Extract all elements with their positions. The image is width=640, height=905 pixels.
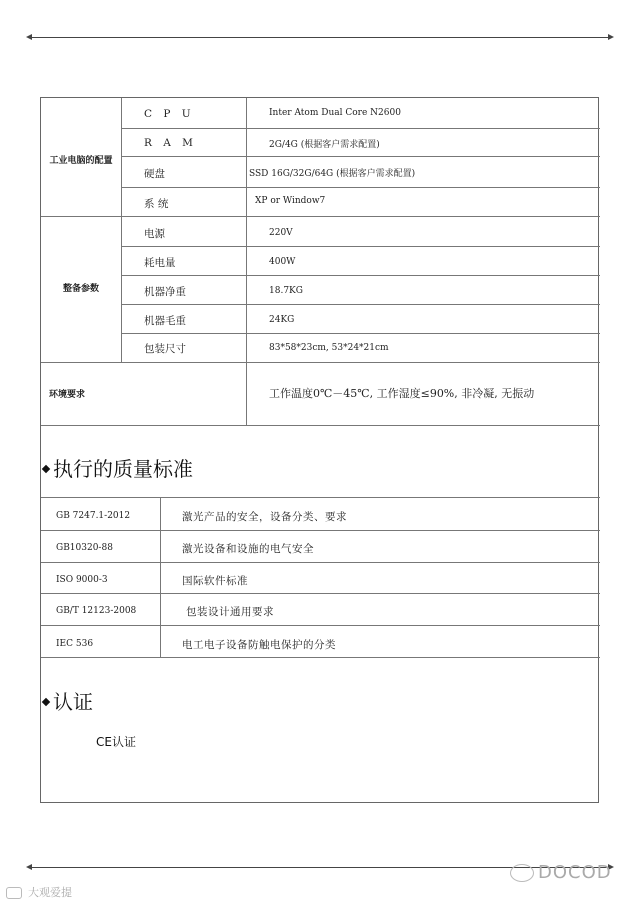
config-value-ram: 2G/4G (根据客户需求配置) (269, 140, 380, 150)
environment-value: 工作温度0℃－45℃, 工作湿度≤90%, 非冷凝, 无振动 (269, 387, 535, 400)
config-param-cpu: C P U (144, 108, 195, 120)
machine-value-gross-weight: 24KG (269, 315, 295, 325)
standard-code: IEC 536 (56, 639, 94, 649)
certification-item: CE认证 (96, 735, 136, 749)
config-value-cpu: Inter Atom Dual Core N2600 (269, 108, 401, 118)
machine-param-power: 电源 (144, 228, 165, 240)
standards-divider (160, 497, 161, 657)
config-value-os: XP or Window7 (255, 196, 326, 206)
spec-document-frame (40, 97, 599, 803)
machine-value-package-size: 83*58*23cm, 53*24*21cm (269, 343, 389, 353)
row-line (121, 128, 600, 129)
standard-code: GB/T 12123-2008 (56, 606, 137, 616)
table-row-line (41, 530, 600, 531)
table-row-line (41, 562, 600, 563)
standard-desc: 激光产品的安全，设备分类、要求 (182, 511, 347, 523)
watermark-right (510, 862, 612, 883)
quality-heading-text: 执行的质量标准 (53, 457, 193, 481)
config-value-disk: SSD 16G/32G/64G (根据客户需求配置) (249, 169, 416, 179)
param-divider (246, 98, 247, 362)
standard-desc: 电工电子设备防触电保护的分类 (182, 639, 336, 651)
row-line (121, 246, 600, 247)
machine-param-net-weight: 机器净重 (144, 286, 186, 298)
config-category-label: 工业电脑的配置 (49, 156, 113, 166)
row-line (121, 333, 600, 334)
row-line (121, 304, 600, 305)
certification-heading (43, 686, 93, 715)
environment-label: 环境要求 (49, 390, 86, 400)
watermark-right-text: DOCOD (538, 862, 612, 883)
table-row-line (41, 625, 600, 626)
standard-desc: 包装设计通用要求 (186, 606, 274, 618)
machine-value-power: 220V (269, 228, 293, 238)
machine-value-consumption: 400W (269, 257, 296, 267)
watermark-left-text: 大观爱提 (28, 886, 72, 899)
category-divider (121, 98, 122, 362)
wechat-icon (510, 864, 534, 882)
machine-value-net-weight: 18.7KG (269, 286, 303, 296)
row-line (121, 156, 600, 157)
row-line (121, 187, 600, 188)
standard-code: GB10320-88 (56, 543, 113, 553)
table-row-line (41, 593, 600, 594)
logo-mark-icon (6, 887, 22, 899)
config-param-disk: 硬盘 (144, 168, 165, 180)
section-line (41, 425, 600, 426)
diamond-bullet-icon (42, 464, 50, 472)
config-param-os: 系 统 (144, 198, 169, 210)
table-top-line (41, 497, 600, 498)
certification-heading-text: 认证 (53, 690, 93, 714)
table-bottom-line (41, 657, 600, 658)
watermark-left (6, 884, 72, 900)
top-divider (28, 37, 612, 38)
config-param-ram: R A M (144, 137, 197, 149)
machine-category-label: 整备参数 (62, 284, 99, 294)
standard-code: ISO 9000-3 (56, 575, 108, 585)
standard-code: GB 7247.1-2012 (56, 511, 131, 521)
diamond-bullet-icon (42, 697, 50, 705)
quality-heading (43, 453, 193, 482)
standard-desc: 激光设备和设施的电气安全 (182, 543, 314, 555)
machine-param-consumption: 耗电量 (144, 257, 176, 269)
section-line (41, 216, 600, 217)
row-line (121, 275, 600, 276)
section-line (41, 362, 600, 363)
standard-desc: 国际软件标准 (182, 575, 248, 587)
machine-param-gross-weight: 机器毛重 (144, 315, 186, 327)
environment-divider (246, 362, 247, 425)
machine-param-package-size: 包装尺寸 (144, 343, 186, 355)
